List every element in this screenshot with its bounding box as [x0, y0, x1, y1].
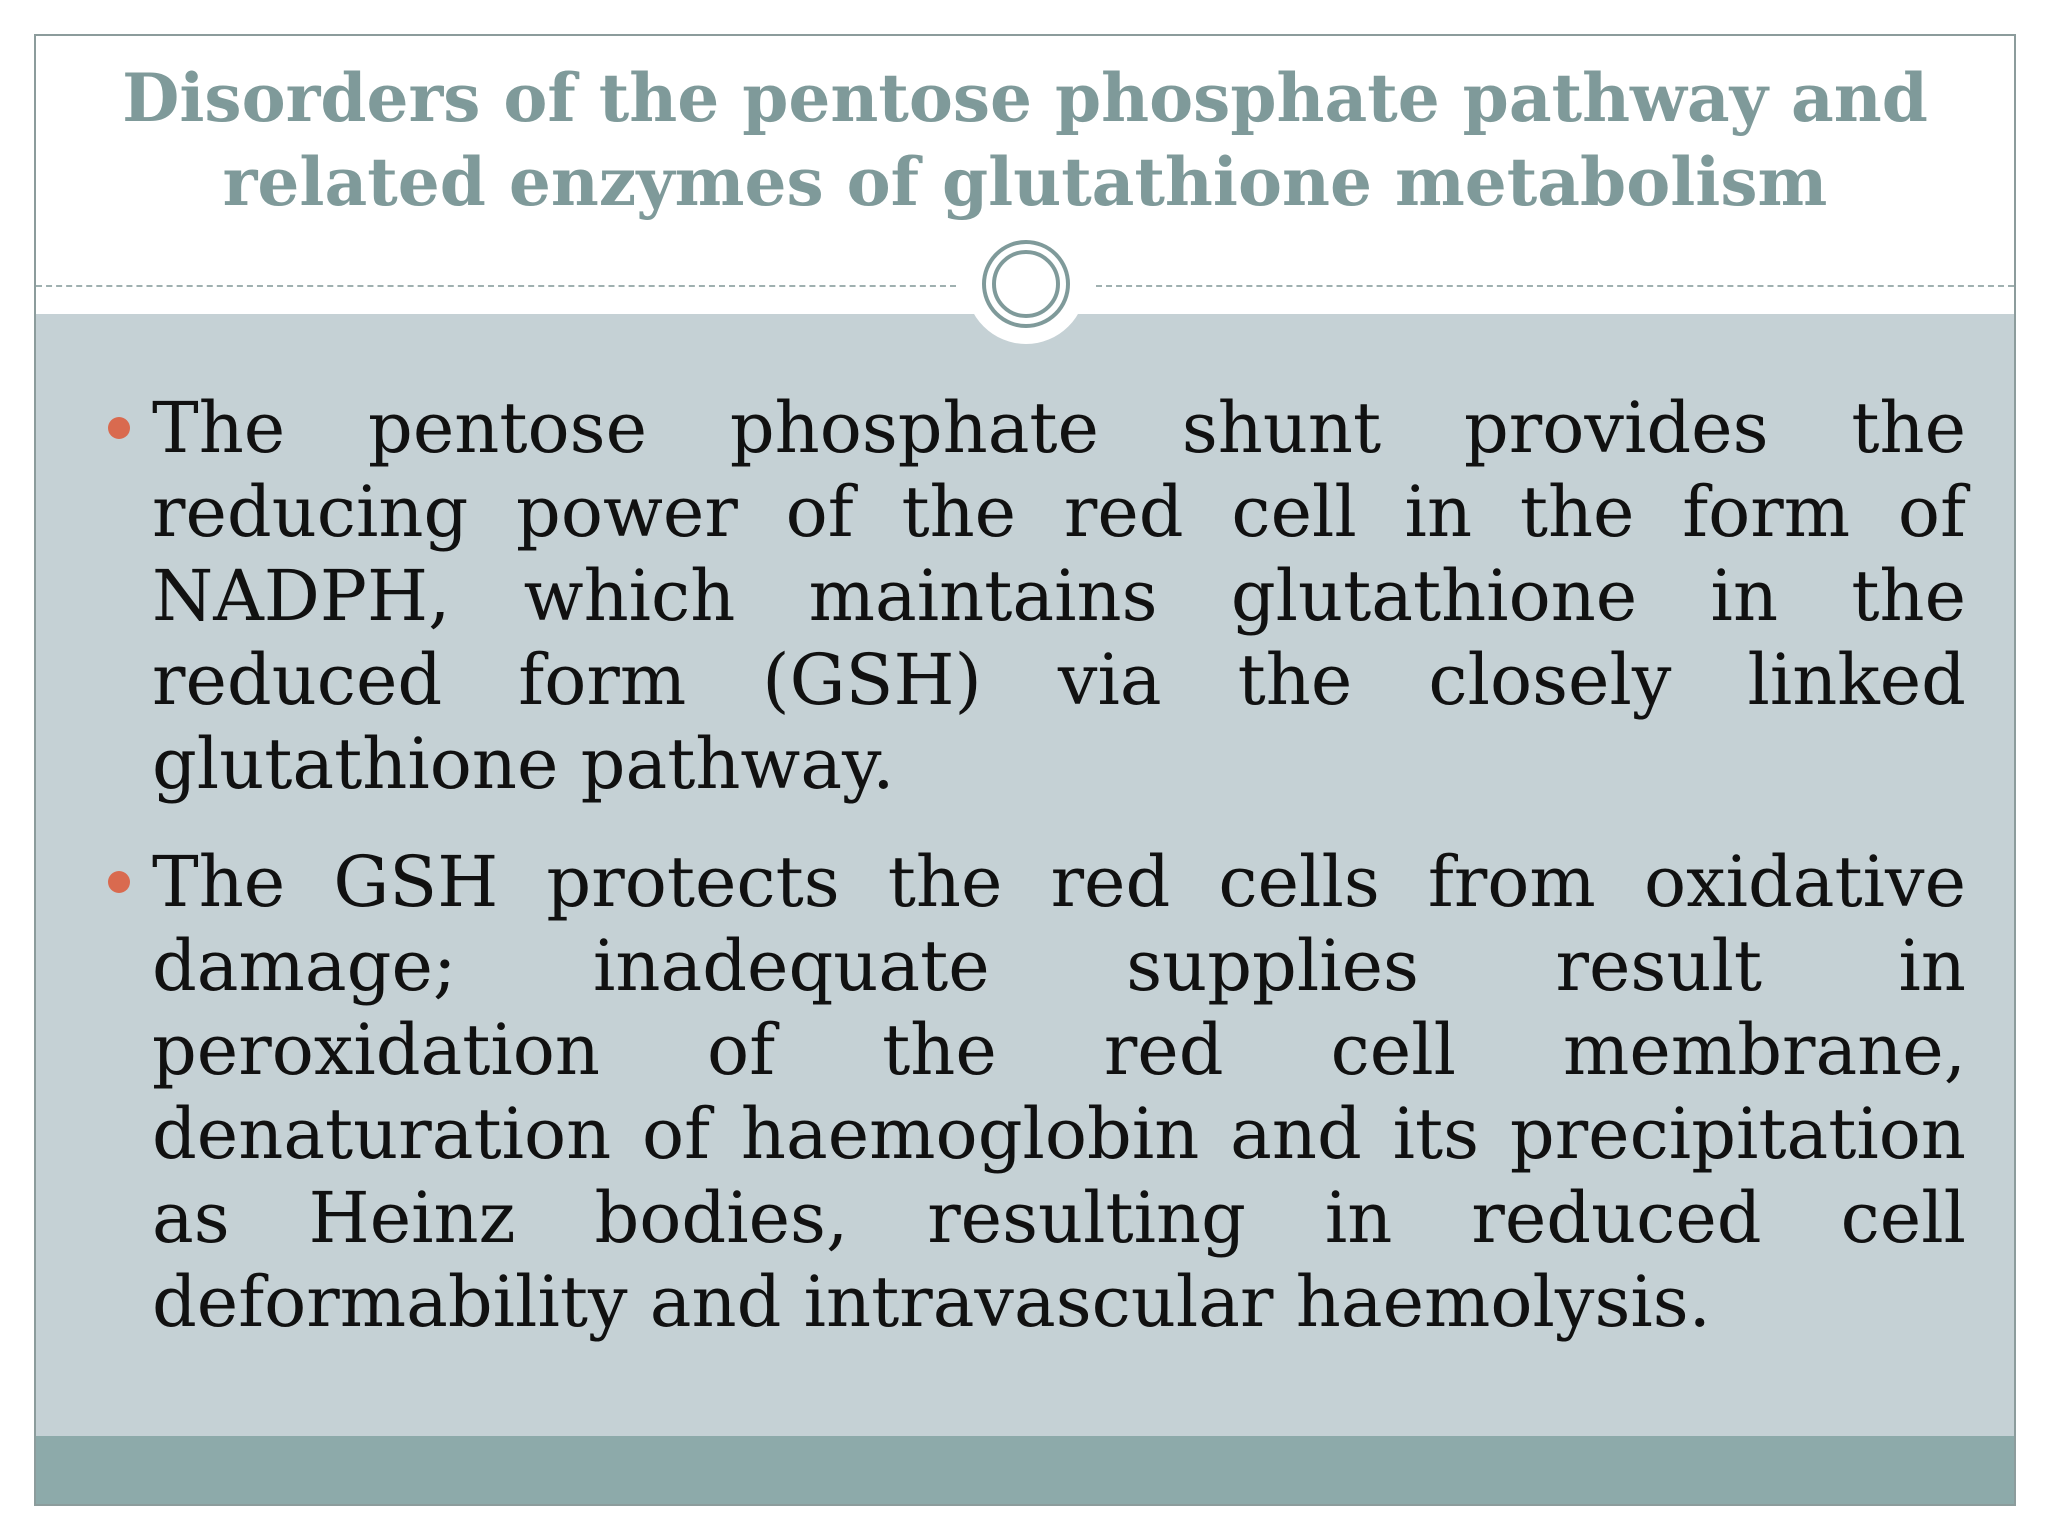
content-area: [36, 314, 2014, 1440]
slide: [34, 34, 2016, 1506]
bullet-item: [152, 840, 1966, 1344]
bullet-dot-icon: [108, 871, 130, 893]
bullet-dot-icon: [108, 417, 130, 439]
footer-band: [36, 1436, 2014, 1504]
circle-ornament-inner-ring: [992, 250, 1060, 318]
slide-title: Disorders of the pentose phosphate pathway and related enzymes of glutathione metabolism: [122, 59, 1928, 221]
divider-line-right: [1096, 285, 2014, 287]
divider-line-left: [36, 285, 956, 287]
bullet-item: [152, 386, 1966, 806]
bullet-text: The GSH protects the red cells from oxidative damage; inadequate supplies result in peroxidation of the red cell membrane, denaturation of haemoglobin and its precipitation as Heinz bodies, resulting in reduced cell deformability and intravascular haemolysis.: [152, 841, 1966, 1343]
bullet-text: The pentose phosphate shunt provides the reducing power of the red cell in the form of NADPH, which maintains glutathione in the reduced form (GSH) via the closely linked glutathione pathway.: [152, 387, 1966, 805]
